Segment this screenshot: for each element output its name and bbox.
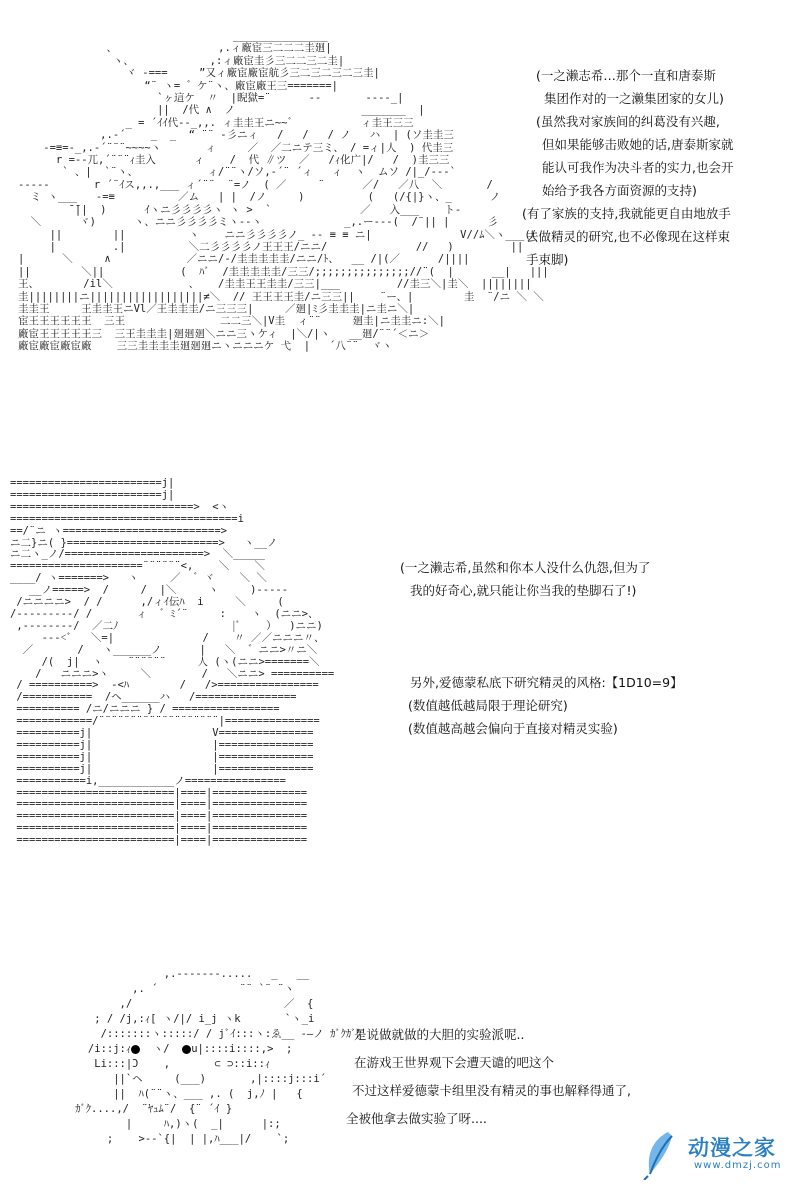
ascii-art-excited-face: ,.-------..... _ __ ,. ´ ¨¨ `¨ ¨ヽ ,/ ／ { ; / /j,:ｨ[ ヽ/|/ i_j ヽk `ヽ_i /:::::::ヽ:::::/ / jﾞｲ:::ヽ:ゑ__ -―ノ ｶﾞｸｶﾞｸ /i::j:ｨ ヽ/ u|::::i::::,> ; Li:::|Ͻ , ⊂ ⊃::i::ｨ ||`ヘ (___) ,|::::j:::i´ || ﾊ(¨¨ヽ、___ ,. ( j,ﾉ | { ｶﾞｸ....,/ ¨ﾔｭﾑ¨/ {¨ ´ｲ } | ﾊ,)ヽ( _| |:; ; >--`{| | |,ﾊ___|/ `; xyxy=(75,968,362,1145)
panel-1-caption xyxy=(522,64,733,271)
ascii-art-figure-closeup: ========================j| ========================j| =============================> <ヽ ====================================i ==/¨ニ ヽ=========================> ニ二}ニ( }========================> ヽ__ノ ニ二ヽ_ノ/======================> ＼_____ =====================¨¨¨¨¨¨<, ＼ ＼ ____/ ヽ=======> ヽ ／ ゛ヾ ＼ ＼ __ノ=====> / / |＼ ヽ )----- /ニニニニ> / / ,/ィｲ伝ﾊ i ＼ ( /---------/ / ィ ゛ﾐ´¨ : ヽ (ニニ>、 ,--------/ ／二ﾉ |ﾞ ） )ニニ) ---<ﾞ ＼=| / 〃 ／／ニニニ〃、 ／ / ヽ______ノ | ＼ ゛ニニ>〃ニ＼ /( j| ヽ ¨¨¨¨¨¨ 人 (ヽ(ニニ>=======＼ / ニニニ>ヽ ＼ / ＼ニニ> ========== / ==========> -<ﾊ / />================ /=========== /ヘ______ハ /================ ========== /ニ/ニニニ } / ================= ============/¨¨¨¨¨¨¨¨¨¨¨¨¨¨¨¨¨¨¨|=============== ==========j| V=============== ==========j| |=============== ==========j| |=============== ==========j| |=============== ===========i,____________ノ================ =========================|====|=============== =========================|====|=============== =========================|====|=============== =========================|====|=============== =========================|====|=============== xyxy=(10,477,335,847)
watermark-text: 动漫之家 xyxy=(688,1136,776,1160)
caption-line: 去做精灵的研究,也不必像现在这样束 xyxy=(526,229,730,244)
feather-logo-icon xyxy=(638,1128,684,1180)
panel-2 xyxy=(0,470,800,950)
caption-line: 另外,爱德蒙私底下研究精灵的风格:【1D10=9】 xyxy=(410,675,683,690)
caption-line xyxy=(400,625,683,648)
panel-2-caption xyxy=(400,556,683,740)
caption-line: (数值越低越局限于理论研究) xyxy=(408,698,568,713)
panel-3-caption xyxy=(344,1021,631,1133)
caption-line: 我的好奇心,就只能让你当我的垫脚石了!) xyxy=(410,583,637,598)
caption-line: 集团作对的一之濑集团家的女儿) xyxy=(544,91,724,106)
panel-1 xyxy=(0,0,800,450)
caption-line xyxy=(400,648,683,671)
caption-line: 全被他拿去做实验了呀.... xyxy=(346,1111,487,1126)
caption-line: (一之濑志希,虽然和你本人没什么仇怨,但为了 xyxy=(400,560,651,575)
caption-line: (有了家族的支持,我就能更自由地放手 xyxy=(522,206,731,221)
caption-line: 是说做就做的大胆的实验派呢.. xyxy=(354,1027,525,1042)
caption-line: 手束脚) xyxy=(526,252,569,267)
caption-line: 始给予我各方面资源的支持) xyxy=(542,183,697,198)
right-eye-dot xyxy=(182,1045,191,1054)
caption-line: (数值越高越会偏向于直接对精灵实验) xyxy=(408,721,618,736)
watermark-url: www.dmzj.com xyxy=(694,1160,782,1171)
caption-line: (虽然我对家族间的纠葛没有兴趣, xyxy=(536,114,720,129)
caption-line: 能认可我作为决斗者的实力,也会开 xyxy=(542,160,734,175)
caption-line xyxy=(400,602,683,625)
caption-line: 在游戏王世界观下会遭天谴的吧这个 xyxy=(354,1055,555,1070)
caption-line: 但如果能够击败她的话,唐泰斯家就 xyxy=(542,137,734,152)
site-watermark xyxy=(636,1128,786,1183)
caption-line: 不过这样爱德蒙卡组里没有精灵的事也解释得通了, xyxy=(352,1083,631,1098)
caption-line: (一之濑志希…那个一直和唐泰斯 xyxy=(536,68,716,83)
left-eye-dot xyxy=(131,1045,140,1054)
ascii-art-castle-figure: _______________ 、 ,.ィ廠宦三二二二圭廻| ヽ、 ,:ィ廠宦圭彡三二二三二圭| ヾ -=== ”又ィ廠宦廠宦航彡三二三二三二三圭| “¨ ヽ= ゛ケ¨ヽ、廠宦廠王三=======| `ヶ這ケ 〃 |睨獄=¨ -- ----_| || /代 ∧ ノ _______ | _ = ´ｲｲ代--_,,. ィ圭圭王ニ~~゛ ィ圭王三三 ,.-´ _ _ “ ¨¨ -彡ニィ / / / ノ ハ | (ソ圭圭三 -=≡=-_,.-´¨¨¨~~~~ヽ ィ ／ ／二ニテ三ミ、 / =ィ|人 ) 代圭三 r =--兀,´¨¨¨ｨ圭入 ィ / 代 ∥ツ ／ /ｨ化广|/ / )圭三三 ` 、| `¨ヽ、 ィ/¨¨ヽ/ソ,-´¨ ´ィ ィ ヽ ムソ /|_/---` ----- r ´¨ｲス,,.,___ ィ´¨¨ ¨=ノ ( ／ ¨ ／/ ／八 ＼ / ミ ヽ___ -=≡ ／ム | | /ノ ) ( (/{|}ヽ、_ ノ ̄ ̄|| ) ｲヽニ彡彡彡彡ヽ ヽ > ` ／ 入___ ト- ＼ ヾ) ヽ、ニニ彡彡彡彡ミヽ--ヽ _,.ー---( /¨|| | 彡 || || ヽ ニニ彡彡彡彡ノ_ -- ≡ ≡ ニ| V//ﾑ＼ヽ___(( | .| ＼二彡彡彡彡ノ王王王/ニニ/ // ) || | ＼ ∧ ／ニニ/-/圭圭圭圭圭/ニニ/ﾄ、 __ /|(／ /|||| || ＼|| ( ﾊﾞ /圭圭圭圭圭/三三/;;;;;;;;;;;;;;;//¨( | __| ||| 王、 /il＼ 、 /圭圭王王圭圭/三三|___ //圭三＼|圭＼ |||||||| 圭||||||||ニ||||||||||||||||||≠＼ // 王王王王圭/ニ三三|| ¨ー、| 圭 ¨/ニ ＼ ＼ 圭圭王 王圭圭王ニVl／王圭圭圭/ニ三三三| ／廻|ﾐ彡圭圭圭|ニ圭ニ＼| 宦王王王王王王 三王 二二三＼|V圭 ィ¨¨ 廻圭|ニ圭圭ニ:＼| 廠宦王王王王王三 三王圭圭圭|廻廻廻＼ニニ三ヽケィ |＼/|ヽ __廻/¨¨´＜ニ＞ 廠宦廠宦廠宦廠 三三圭圭圭圭廻廻廻ニヽニニニケ 弋 | ´八¨¨ ヾヽ xyxy=(18,30,549,353)
